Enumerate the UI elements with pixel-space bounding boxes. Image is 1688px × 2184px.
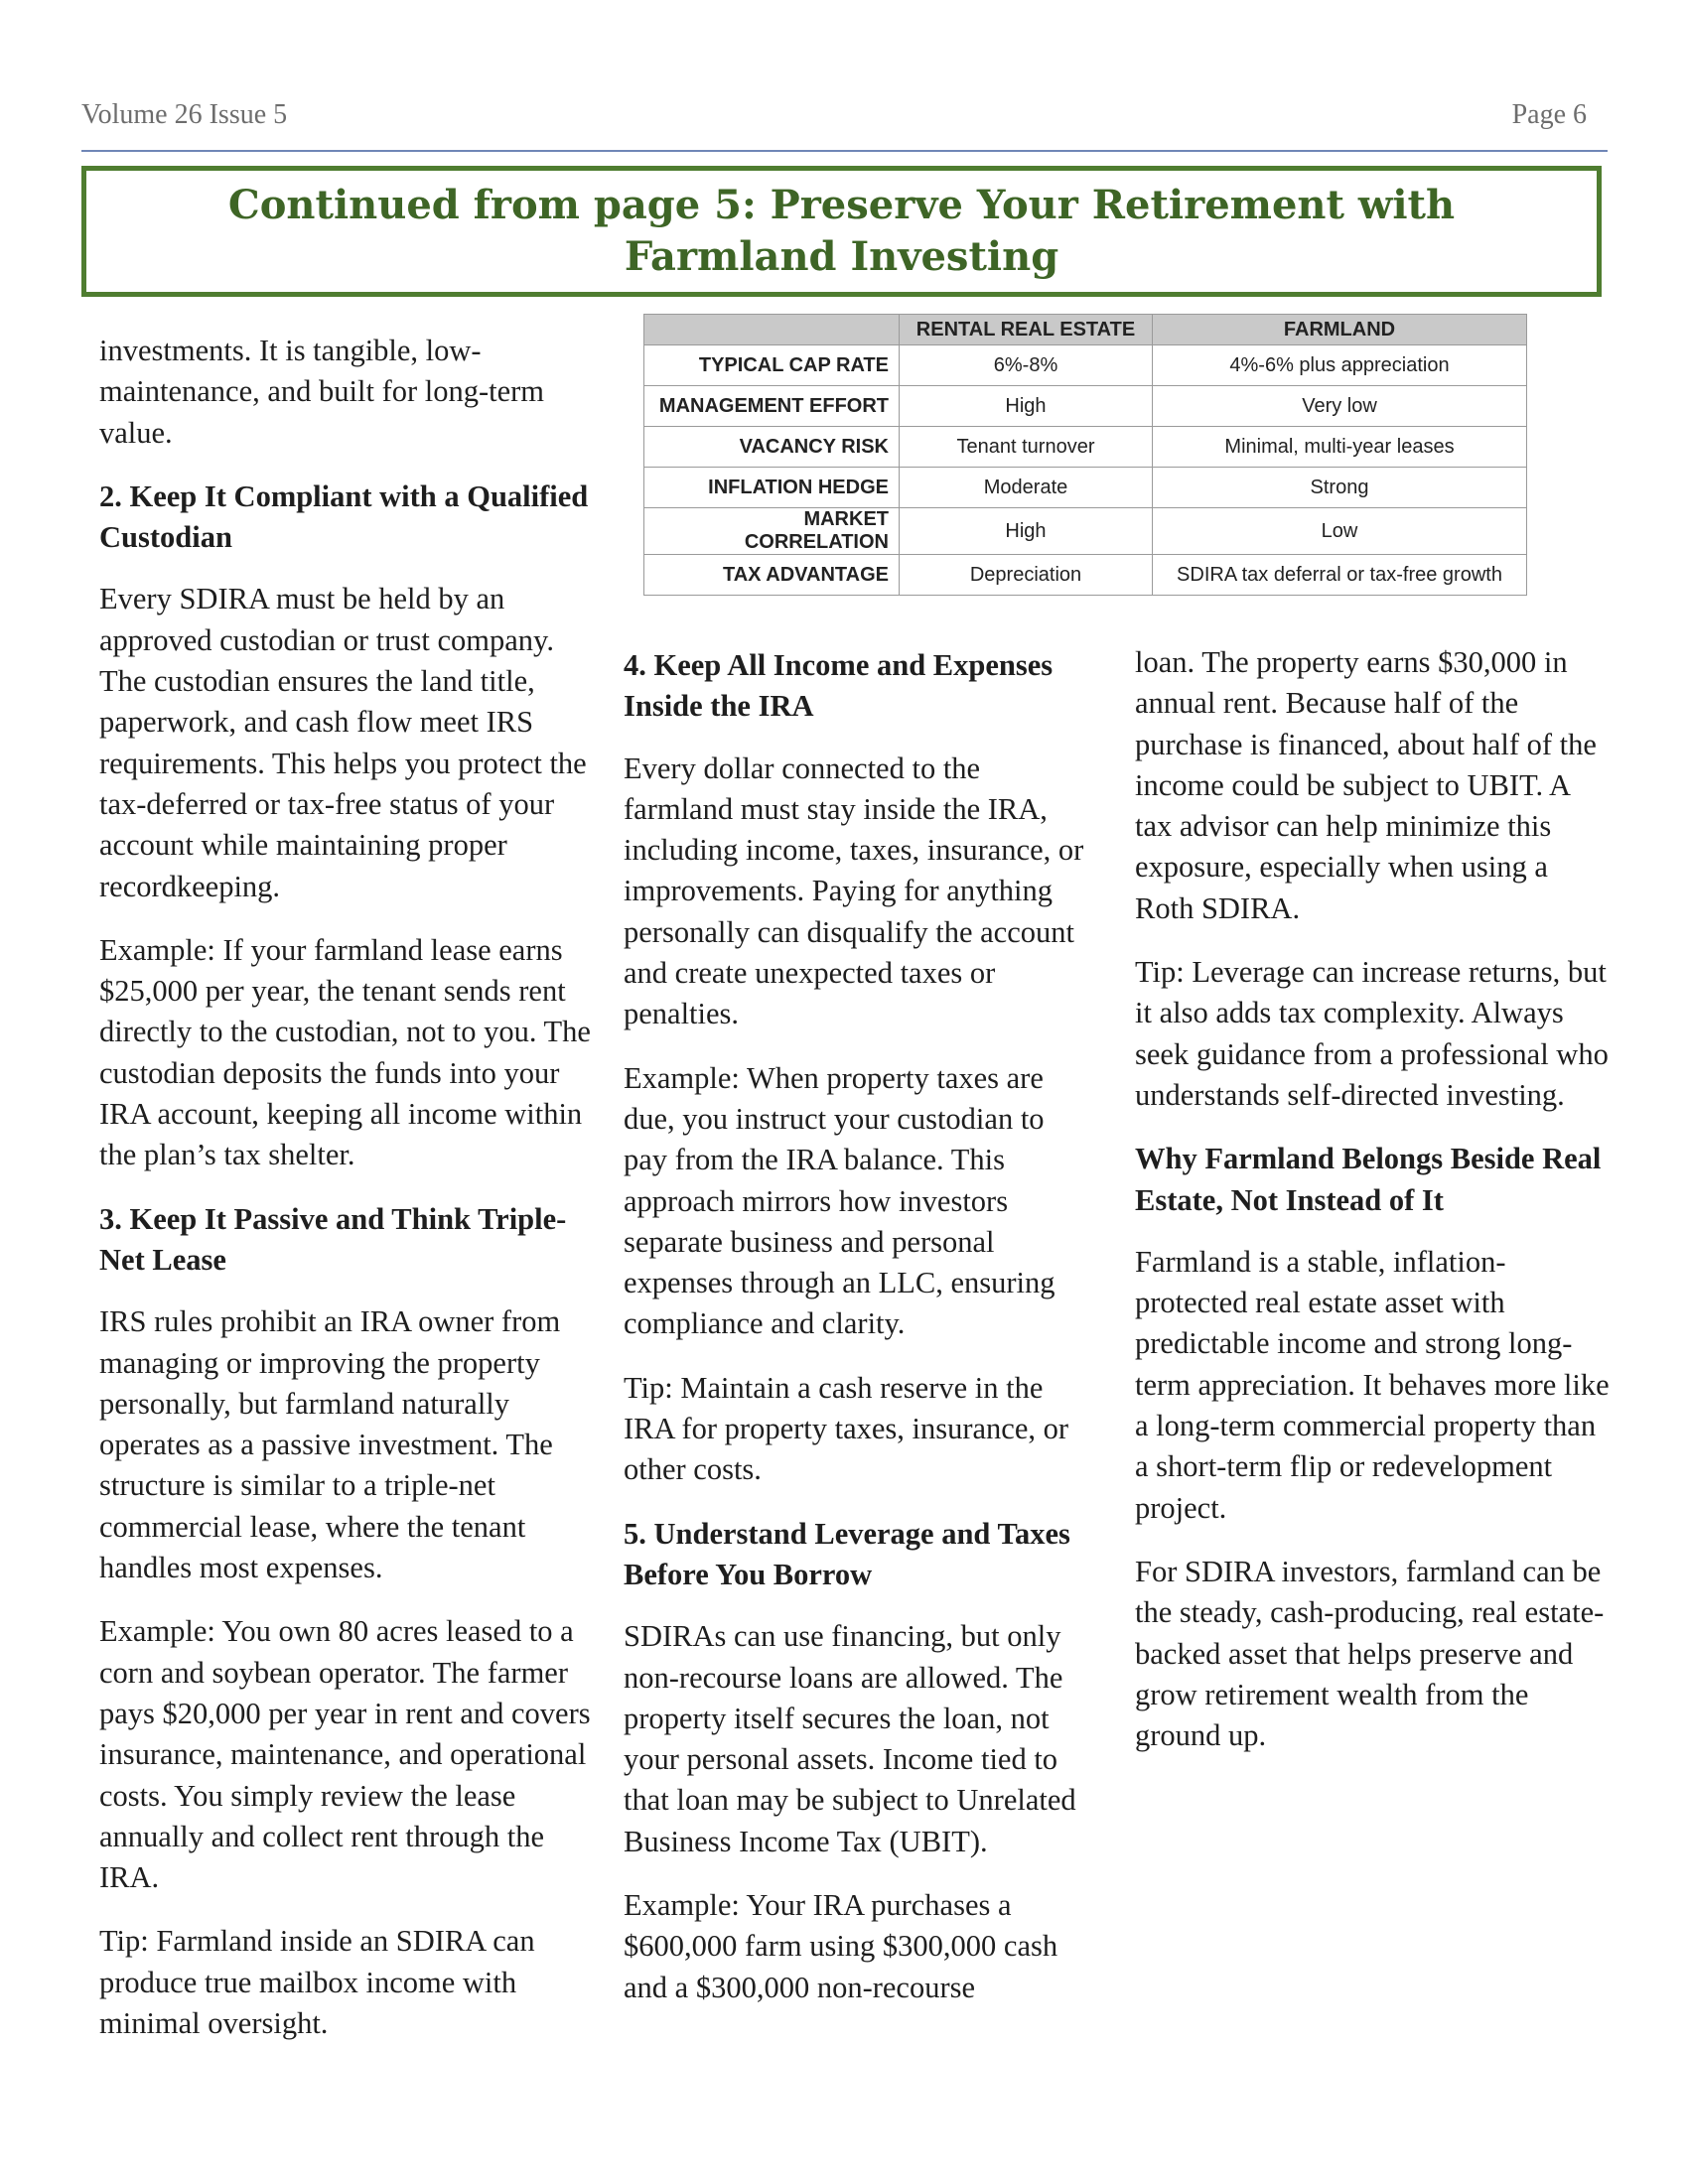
table-row <box>644 508 1527 555</box>
section-heading: 4. Keep All Income and Expenses Inside the IRA <box>624 648 1054 724</box>
farmland-cell: Strong <box>1153 468 1527 508</box>
column-left <box>99 331 596 2067</box>
paragraph: Example: When property taxes are due, you instruct your custodian to pay from the IRA balance. This approach mirrors how investors separate business and personal expenses through an LLC, ensuring compliance and clarity. <box>624 1060 1055 1341</box>
farmland-cell: Minimal, multi-year leases <box>1153 427 1527 468</box>
table-row <box>644 386 1527 427</box>
paragraph: Tip: Leverage can increase returns, but it also adds tax complexity. Always seek guidance from a professional who understands self-directed investing. <box>1135 955 1609 1112</box>
row-label: TAX ADVANTAGE <box>644 555 900 596</box>
section-heading: 3. Keep It Passive and Think Triple-Net Lease <box>99 1201 567 1277</box>
column-right <box>1135 642 1610 1779</box>
rental-cell: High <box>900 508 1153 555</box>
article-title: Continued from page 5: Preserve Your Retirement with Farmland Investing <box>227 182 1456 280</box>
column-header-farmland: FARMLAND <box>1153 315 1527 345</box>
paragraph: For SDIRA investors, farmland can be the steady, cash-producing, real estate-backed asset that helps preserve and grow retirement wealth from the ground up. <box>1135 1554 1605 1753</box>
column-header-rental: RENTAL REAL ESTATE <box>900 315 1153 345</box>
rental-cell: High <box>900 386 1153 427</box>
rental-cell: 6%-8% <box>900 345 1153 386</box>
farmland-cell: Very low <box>1153 386 1527 427</box>
farmland-cell: Low <box>1153 508 1527 555</box>
table-row <box>644 345 1527 386</box>
row-label: MANAGEMENT EFFORT <box>644 386 900 427</box>
table-row <box>644 555 1527 596</box>
farmland-cell: SDIRA tax deferral or tax-free growth <box>1153 555 1527 596</box>
comparison-table <box>643 314 1527 596</box>
paragraph: investments. It is tangible, low-maintenance, and built for long-term value. <box>99 334 545 450</box>
rental-cell: Tenant turnover <box>900 427 1153 468</box>
issue-label: Volume 26 Issue 5 <box>81 99 288 130</box>
table-row <box>644 427 1527 468</box>
row-label: VACANCY RISK <box>644 427 900 468</box>
section-heading: Why Farmland Belongs Beside Real Estate, Not Instead of It <box>1135 1142 1602 1217</box>
paragraph: Farmland is a stable, inflation-protected real estate asset with predictable income and strong long-term appreciation. It behaves more like a long-term commercial property than a short-term flip or redevelopment project. <box>1135 1244 1610 1525</box>
paragraph: Example: If your farmland lease earns $25,000 per year, the tenant sends rent directly to the custodian, not to you. The custodian deposits the funds into your IRA account, keeping all income within the plan’s tax shelter. <box>99 932 591 1172</box>
row-label: MARKET CORRELATION <box>644 508 900 555</box>
page-number: Page 6 <box>1511 99 1587 130</box>
rental-cell: Moderate <box>900 468 1153 508</box>
title-box <box>81 166 1602 297</box>
paragraph: Every dollar connected to the farmland must stay inside the IRA, including income, taxes, insurance, or improvements. Paying for anything personally can disqualify the account and create unexpected taxes or penalties. <box>624 751 1084 1031</box>
column-middle <box>624 645 1095 2031</box>
rental-cell: Depreciation <box>900 555 1153 596</box>
table-corner <box>644 315 900 345</box>
header-rule <box>81 150 1608 152</box>
row-label: TYPICAL CAP RATE <box>644 345 900 386</box>
paragraph: Example: Your IRA purchases a $600,000 farm using $300,000 cash and a $300,000 non-recourse <box>624 1888 1058 2004</box>
paragraph: Tip: Farmland inside an SDIRA can produce true mailbox income with minimal oversight. <box>99 1924 535 2040</box>
paragraph: SDIRAs can use financing, but only non-recourse loans are allowed. The property itself secures the loan, not your personal assets. Income tied to that loan may be subject to Unrelated Business Income Tax (UBIT). <box>624 1619 1076 1858</box>
row-label: INFLATION HEDGE <box>644 468 900 508</box>
paragraph: Example: You own 80 acres leased to a corn and soybean operator. The farmer pays $20,000 per year in rent and covers insurance, maintenance, and operational costs. You simply review the lease annually and collect rent through the IRA. <box>99 1614 591 1895</box>
paragraph: Tip: Maintain a cash reserve in the IRA for property taxes, insurance, or other costs. <box>624 1370 1069 1487</box>
section-heading: 5. Understand Leverage and Taxes Before You Borrow <box>624 1516 1070 1591</box>
paragraph: Every SDIRA must be held by an approved custodian or trust company. The custodian ensures the land title, paperwork, and cash flow meet IRS requirements. This helps you protect the tax-deferred or tax-free status of your account while maintaining proper recordkeeping. <box>99 582 587 903</box>
table-row <box>644 468 1527 508</box>
table-header-row <box>644 315 1527 345</box>
section-heading: 2. Keep It Compliant with a Qualified Custodian <box>99 478 589 555</box>
farmland-cell: 4%-6% plus appreciation <box>1153 345 1527 386</box>
paragraph: IRS rules prohibit an IRA owner from managing or improving the property personally, but farmland naturally operates as a passive investment. The structure is similar to a triple-net commercial lease, where the tenant handles most expenses. <box>99 1304 561 1585</box>
paragraph: loan. The property earns $30,000 in annual rent. Because half of the purchase is financed, about half of the income could be subject to UBIT. A tax advisor can help minimize this exposure, especially when using a Roth SDIRA. <box>1135 645 1597 925</box>
